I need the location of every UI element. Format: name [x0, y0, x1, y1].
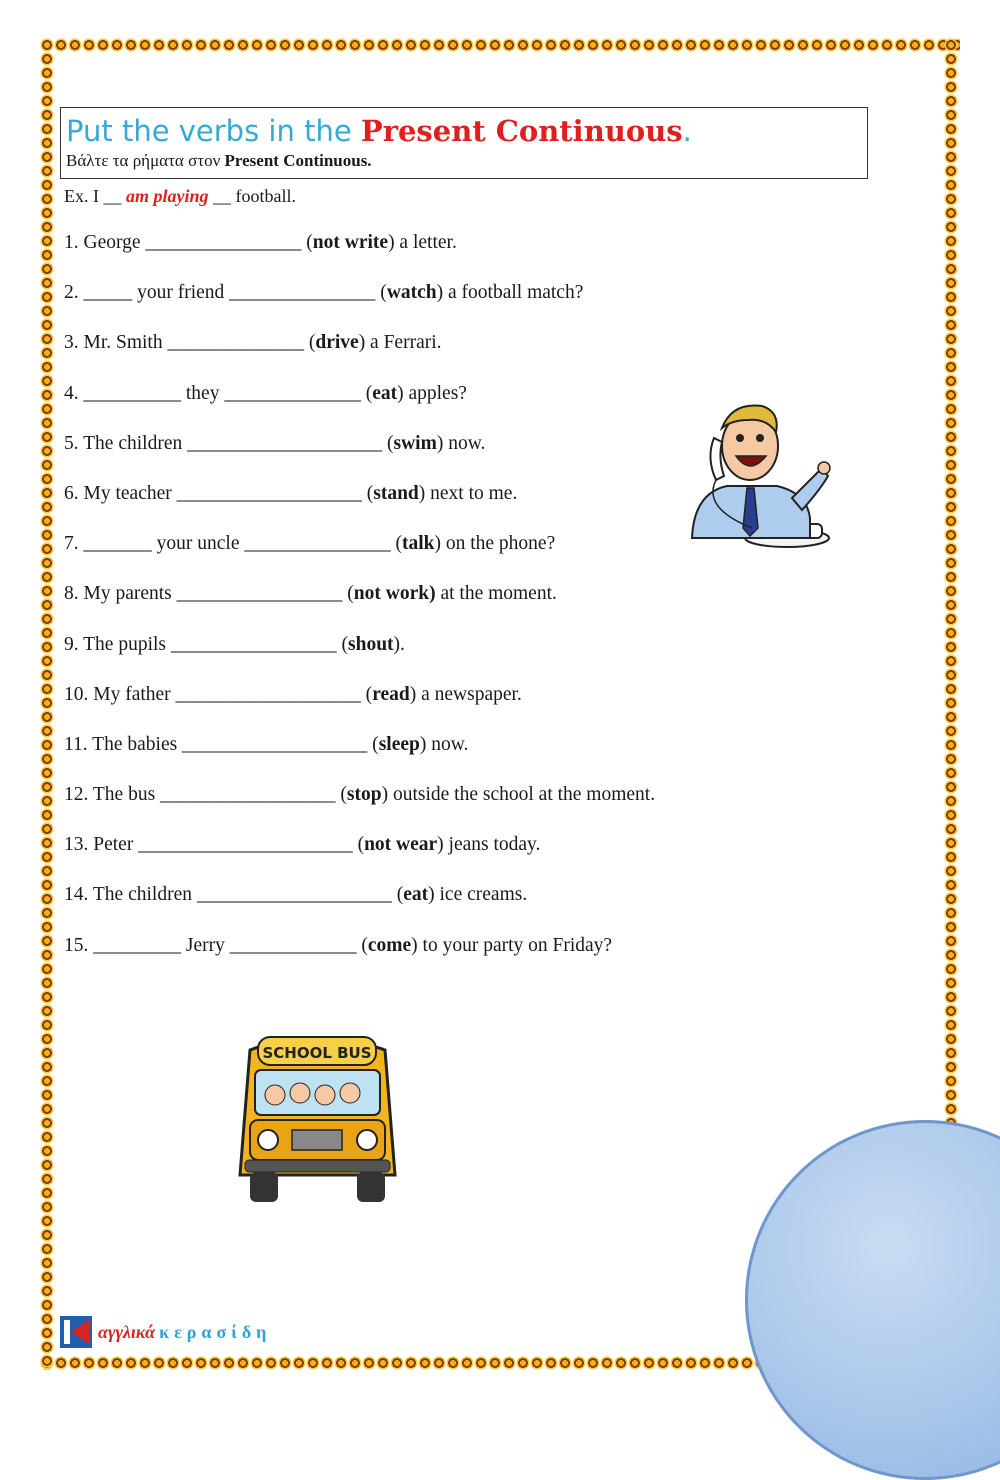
exercise-item: 11. The babies ___________________ (sleep) now. — [64, 733, 469, 755]
brand-name-blue: κερασίδη — [159, 1321, 272, 1342]
exercise-verb: swim — [393, 432, 437, 454]
page-title: Put the verbs in the Present Continuous. — [66, 114, 692, 148]
exercise-item: 9. The pupils _________________ (shout). — [64, 633, 405, 655]
exercise-item: 12. The bus __________________ (stop) outside the school at the moment. — [64, 784, 656, 806]
exercise-verb: shout — [348, 633, 394, 655]
page-subtitle: Βάλτε τα ρήματα στον Present Continuous. — [66, 151, 372, 170]
bus-sign: SCHOOL BUS — [262, 1044, 372, 1062]
exercise-verb: watch — [386, 282, 437, 304]
school-bus-illustration — [230, 1025, 405, 1210]
exercise-item: 13. Peter ______________________ (not wear) jeans today. — [64, 834, 541, 856]
exercise-list — [64, 230, 764, 983]
exercise-item: 2. _____ your friend _______________ (watch) a football match? — [64, 282, 584, 304]
example-answer: am playing — [126, 186, 209, 206]
exercise-item: 1. George ________________ (not write) a letter. — [64, 232, 457, 253]
exercise-verb: read — [372, 683, 410, 705]
title-box — [60, 107, 868, 179]
exercise-verb: stop — [346, 784, 382, 806]
exercise-verb: eat — [403, 884, 429, 906]
exercise-verb: not work) — [353, 583, 436, 605]
exercise-item: 3. Mr. Smith ______________ (drive) a Ferrari. — [64, 332, 442, 354]
exercise-item: 10. My father ___________________ (read) a newspaper. — [64, 683, 522, 705]
man-on-phone-illustration — [682, 398, 832, 553]
exercise-verb: talk — [401, 533, 435, 555]
exercise-item: 8. My parents _________________ (not work) at the moment. — [64, 583, 557, 605]
exercise-verb: not wear — [364, 834, 438, 856]
exercise-verb: not write — [312, 232, 389, 253]
exercise-item: 4. __________ they ______________ (eat) apples? — [64, 382, 467, 404]
exercise-item: 6. My teacher ___________________ (stand) next to me. — [64, 482, 518, 504]
exercise-verb: eat — [372, 382, 398, 404]
brand-logo-icon — [60, 1316, 92, 1348]
example-line: Ex. I __ am playing __ football. — [64, 186, 297, 206]
exercise-item: 14. The children ____________________ (eat) ice creams. — [64, 884, 528, 906]
brand-name-red: αγγλικά — [98, 1321, 156, 1342]
exercise-verb: drive — [315, 332, 359, 354]
footer-brand — [60, 1316, 271, 1348]
exercise-item: 7. _______ your uncle _______________ (talk) on the phone? — [64, 533, 556, 555]
exercise-verb: come — [367, 934, 412, 956]
exercise-item: 5. The children ____________________ (swim) now. — [64, 432, 486, 454]
exercise-verb: stand — [373, 482, 419, 504]
exercise-verb: sleep — [378, 733, 420, 755]
exercise-item: 15. _________ Jerry _____________ (come) to your party on Friday? — [64, 934, 613, 956]
